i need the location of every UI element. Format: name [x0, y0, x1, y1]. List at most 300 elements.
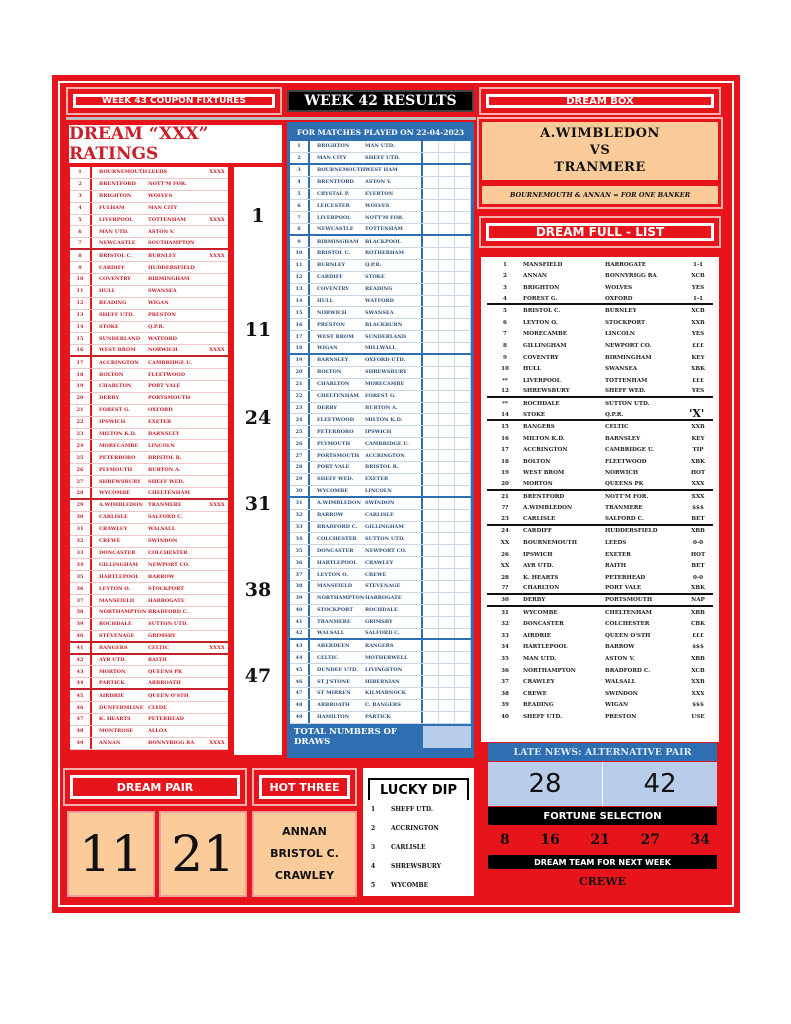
away-team: STEVENAGE	[365, 583, 401, 590]
table-row	[290, 426, 471, 438]
list-item	[487, 479, 713, 491]
list-item	[487, 433, 713, 445]
home-team: FOREST G.	[99, 407, 130, 414]
table-row	[290, 367, 471, 379]
ratings-title: DREAM “XXX” RATINGS	[68, 124, 283, 164]
prediction-tag: USE	[691, 713, 705, 720]
rating-mark: XXXX	[209, 169, 225, 176]
result-cell	[423, 640, 439, 651]
prediction-tag: CBK	[690, 621, 706, 628]
list-item	[487, 271, 713, 283]
fixture-number: 21	[70, 405, 92, 416]
list-number: 37	[501, 679, 509, 686]
home-team: ROCHDALE	[523, 400, 560, 407]
away-team: WEST HAM	[365, 167, 398, 174]
prediction-tag: XXB	[691, 424, 705, 431]
home-team: FOREST G.	[523, 295, 558, 302]
prediction-tag: XXB	[691, 319, 705, 326]
result-cell	[455, 212, 471, 223]
result-cell	[455, 486, 471, 496]
result-cells	[421, 652, 471, 663]
result-cell	[423, 712, 439, 723]
fixture-number: 15	[290, 307, 310, 318]
coupon-fixtures-header	[66, 87, 282, 115]
home-team: BRENTFORD	[523, 493, 565, 500]
fixture-number: 1	[70, 167, 92, 178]
home-team: CHELTENHAM	[317, 393, 359, 400]
table-row	[70, 440, 228, 452]
home-team: AYR UTD.	[523, 563, 554, 570]
away-team: NORWICH	[605, 470, 639, 477]
prediction-tag: BET	[691, 515, 705, 522]
result-cell	[439, 319, 455, 330]
away-team: FOREST G.	[365, 393, 396, 400]
table-row	[290, 652, 471, 664]
list-number: 33	[501, 632, 509, 639]
fixture-number: 25	[290, 426, 310, 437]
result-cell	[439, 260, 455, 271]
result-cells	[421, 153, 471, 163]
fixture-number: 46	[290, 676, 310, 687]
table-row	[70, 215, 228, 227]
fixture-number: 22	[70, 417, 92, 428]
list-number: 1	[503, 261, 507, 268]
result-cell	[455, 307, 471, 318]
prediction-tag: XBK	[691, 366, 705, 373]
list-item	[487, 352, 713, 364]
list-item	[487, 491, 713, 503]
ratings-highlight-column	[232, 165, 284, 757]
home-team: NORTHAMPTON	[317, 595, 365, 602]
away-team: HARROGATE	[148, 597, 185, 604]
fixture-number: 37	[290, 569, 310, 580]
prediction-tag: XXX	[691, 690, 705, 697]
table-row	[290, 153, 471, 165]
result-cell	[455, 474, 471, 485]
away-team: QUEENS PK	[148, 668, 183, 675]
away-team: QUEEN O'STH	[605, 632, 651, 639]
home-team: SHEFF WED.	[317, 476, 354, 483]
away-team: MOTHERWELL	[365, 654, 408, 661]
result-cell	[439, 605, 455, 616]
home-team: ROCHDALE	[99, 621, 132, 628]
dream-pair-second-box	[159, 811, 247, 897]
away-team: PETERHEAD	[148, 716, 185, 723]
away-team: NOTT'M FOR.	[148, 181, 187, 188]
list-item	[487, 560, 713, 572]
fixture-number: 36	[290, 557, 310, 568]
table-row	[70, 571, 228, 583]
away-team: READING	[365, 286, 393, 293]
away-team: QUEENS PK	[605, 481, 644, 488]
fixture-number: 48	[290, 700, 310, 711]
lucky-dip-list	[363, 800, 474, 895]
home-team: STOKE	[523, 411, 546, 418]
fixture-number: 14	[70, 322, 92, 333]
home-team: CARLISLE	[523, 515, 556, 522]
home-team: WYCOMBE	[99, 489, 131, 496]
alternative-pair	[488, 762, 717, 806]
list-number: **	[502, 400, 508, 407]
list-number: 14	[501, 411, 509, 418]
away-team: MORECAMBE	[365, 381, 405, 388]
fortune-selection-title: FORTUNE SELECTION	[488, 807, 717, 825]
fixture-number: 34	[290, 533, 310, 544]
result-cell	[423, 319, 439, 330]
table-row	[70, 191, 228, 203]
lucky-number: 3	[371, 844, 376, 851]
table-row	[70, 286, 228, 298]
fixture-number: 32	[70, 536, 92, 547]
fixture-number: 17	[290, 331, 310, 342]
home-team: SHREWSBURY	[99, 478, 141, 485]
result-cells	[421, 640, 471, 651]
home-team: ABERDEEN	[317, 642, 350, 649]
prediction-tag: HOT	[690, 470, 706, 477]
fixture-number: 9	[290, 236, 310, 247]
result-cell	[439, 296, 455, 307]
home-team: WEST BROM	[99, 347, 136, 354]
table-row	[70, 345, 228, 357]
result-cells	[421, 664, 471, 675]
table-row	[70, 476, 228, 488]
list-number: 35	[501, 655, 509, 662]
prediction-tag: XCB	[691, 308, 705, 315]
fixture-number: 25	[70, 452, 92, 463]
result-cell	[439, 676, 455, 687]
result-cell	[439, 331, 455, 342]
away-team: COLCHESTER	[148, 549, 188, 556]
list-number: 26	[501, 551, 509, 558]
result-cell	[423, 165, 439, 176]
highlight-number: 24	[244, 407, 272, 429]
away-team: SHEFF WED.	[605, 388, 646, 395]
table-row	[70, 357, 228, 369]
result-cells	[421, 236, 471, 247]
away-team: ROTHERHAM	[365, 250, 405, 257]
hot-three-item: ANNAN	[282, 825, 327, 838]
away-team: CAMBRIDGE U.	[148, 359, 192, 366]
away-team: ARBROATH	[148, 680, 181, 687]
home-team: COVENTRY	[99, 276, 131, 283]
away-team: GRIMSBY	[148, 632, 176, 639]
away-team: BRISTOL R.	[148, 454, 182, 461]
home-team: HULL	[99, 288, 116, 295]
prediction-tag: £££	[692, 632, 704, 639]
home-team: HARTLEPOOL	[99, 573, 139, 580]
away-team: SUTTON UTD.	[365, 535, 405, 542]
list-number: 9	[503, 354, 507, 361]
table-row	[290, 617, 471, 629]
fixture-number: 28	[290, 462, 310, 473]
away-team: NEWPORT CO.	[365, 547, 407, 554]
result-cell	[439, 593, 455, 604]
hot-three-header-box	[252, 768, 357, 806]
away-team: HUDDERSFIELD	[605, 528, 658, 535]
away-team: PRESTON	[148, 312, 176, 319]
result-cell	[455, 272, 471, 283]
away-team: PARTICK	[365, 714, 391, 721]
away-team: PORT VALE	[148, 383, 181, 390]
fixture-number: 35	[70, 571, 92, 582]
table-row	[290, 593, 471, 605]
home-team: AIRDRIE	[523, 632, 551, 639]
result-cells	[421, 522, 471, 533]
table-row	[70, 167, 228, 179]
away-team: NORWICH	[148, 347, 178, 354]
full-list-title: DREAM FULL - LIST	[486, 223, 714, 241]
result-cell	[455, 640, 471, 651]
result-cell	[439, 355, 455, 366]
result-cells	[421, 557, 471, 568]
away-team: COLCHESTER	[605, 621, 650, 628]
list-item	[487, 468, 713, 480]
prediction-tag: 1-1	[692, 261, 704, 268]
home-team: NEWCASTLE	[99, 240, 136, 247]
list-number: ??	[501, 505, 509, 512]
away-team: LEEDS	[605, 540, 627, 547]
fixture-number: 12	[290, 272, 310, 283]
prediction-tag: XBB	[691, 528, 705, 535]
table-row	[290, 414, 471, 426]
home-team: AIRDRIE	[99, 692, 125, 699]
result-cells	[421, 438, 471, 449]
home-team: LEYTON O.	[523, 319, 558, 326]
fixture-number: 11	[70, 286, 92, 297]
fixture-number: 35	[290, 545, 310, 556]
home-team: HULL	[523, 366, 542, 373]
home-team: WYCOMBE	[317, 487, 349, 494]
away-team: BONNYRIGG RA	[605, 273, 657, 280]
result-cell	[423, 605, 439, 616]
fixture-number: 8	[70, 250, 92, 261]
home-team: DONCASTER	[99, 549, 136, 556]
table-row	[290, 688, 471, 700]
away-team: MILTON K.D.	[365, 416, 403, 423]
highlight-number: 11	[244, 319, 272, 341]
result-cell	[423, 438, 439, 449]
prediction-tag: XCB	[691, 667, 705, 674]
result-cell	[423, 450, 439, 461]
result-cell	[455, 450, 471, 461]
away-team: CHELTENHAM	[148, 489, 190, 496]
home-team: READING	[99, 300, 127, 307]
away-team: BURTON A.	[365, 405, 398, 412]
home-team: CARDIFF	[99, 264, 125, 271]
home-team: MONTROSE	[99, 728, 134, 735]
fixture-number: 13	[290, 284, 310, 295]
full-list-table	[481, 257, 719, 742]
away-team: BARROW	[605, 644, 635, 651]
fixture-number: 19	[70, 381, 92, 392]
away-team: BIRMINGHAM	[605, 354, 652, 361]
fixture-number: 33	[70, 548, 92, 559]
list-item	[487, 549, 713, 561]
result-cells	[421, 593, 471, 604]
result-cells	[421, 189, 471, 200]
prediction-tag: 0-0	[692, 540, 704, 547]
fixture-number: 26	[290, 438, 310, 449]
result-cell	[423, 522, 439, 533]
home-team: AYR UTD.	[99, 656, 127, 663]
home-team: COVENTRY	[523, 354, 559, 361]
total-draws-cell	[423, 726, 471, 748]
table-row	[70, 381, 228, 393]
home-team: MAN UTD.	[99, 228, 129, 235]
away-team: BIRMINGHAM	[148, 276, 190, 283]
fixture-number: 39	[70, 619, 92, 630]
fixture-number: 30	[70, 512, 92, 523]
result-cell	[423, 474, 439, 485]
home-team: WEST BROM	[317, 333, 354, 340]
away-team: STOKE	[365, 274, 385, 281]
result-cell	[423, 486, 439, 496]
away-team: EXETER	[365, 476, 389, 483]
fixture-number: 12	[70, 298, 92, 309]
result-cell	[423, 462, 439, 473]
away-team: MAN UTD.	[365, 143, 395, 150]
away-team: ACCRINGTON	[365, 452, 405, 459]
result-cell	[439, 200, 455, 211]
fixture-number: 38	[290, 581, 310, 592]
home-team: RANGERS	[523, 424, 555, 431]
away-team: STOCKPORT	[148, 585, 184, 592]
home-team: CARDIFF	[317, 274, 343, 281]
fortune-number: 16	[540, 832, 560, 848]
fixture-number: 49	[70, 738, 92, 749]
home-team: LEYTON O.	[99, 585, 131, 592]
result-cell	[423, 153, 439, 163]
result-cell	[455, 700, 471, 711]
list-item	[363, 857, 474, 876]
list-number: 32	[501, 621, 509, 628]
rating-mark: XXXX	[209, 217, 225, 223]
result-cell	[439, 284, 455, 295]
result-cell	[439, 581, 455, 592]
list-number: 40	[501, 713, 509, 720]
result-cell	[423, 343, 439, 353]
result-cells	[421, 712, 471, 723]
result-cell	[455, 498, 471, 509]
table-row	[290, 498, 471, 510]
away-team: OXFORD	[148, 407, 173, 414]
home-team: A.WIMBLEDON	[99, 502, 143, 509]
home-team: CELTIC	[317, 654, 338, 661]
table-row	[290, 462, 471, 474]
home-team: BARROW	[317, 512, 344, 519]
result-cell	[423, 224, 439, 234]
away-team: WATFORD	[365, 298, 395, 305]
result-cell	[439, 236, 455, 247]
fixture-number: 5	[290, 189, 310, 200]
table-row	[70, 690, 228, 702]
home-team: COVENTRY	[317, 286, 349, 293]
prediction-tag: TIP	[692, 447, 704, 454]
away-team: SWINDON	[605, 690, 638, 697]
away-team: WATFORD	[148, 335, 178, 342]
result-cell	[439, 426, 455, 437]
fixture-number: 23	[290, 403, 310, 414]
list-item	[487, 294, 713, 306]
fixture-number: 29	[290, 474, 310, 485]
away-team: BONNYRIGG RA	[148, 740, 195, 747]
result-cell	[423, 260, 439, 271]
table-row	[70, 405, 228, 417]
fixture-number: 38	[70, 607, 92, 618]
result-cell	[423, 212, 439, 223]
result-cell	[423, 307, 439, 318]
result-cells	[421, 177, 471, 188]
table-row	[70, 738, 228, 750]
result-cell	[455, 236, 471, 247]
result-cell	[423, 272, 439, 283]
list-item	[487, 607, 713, 619]
away-team: NEWPORT CO.	[148, 561, 190, 568]
fixture-number: 22	[290, 391, 310, 402]
table-row	[70, 643, 228, 655]
draw-x-mark: 'X'	[689, 407, 705, 420]
away-team: SWINDON	[365, 500, 395, 507]
table-row	[290, 260, 471, 272]
table-row	[290, 629, 471, 641]
result-cell	[423, 189, 439, 200]
table-row	[70, 429, 228, 441]
away-team: Q.P.R.	[365, 262, 382, 269]
header-divider	[66, 117, 476, 120]
fixture-number: 5	[70, 215, 92, 226]
prediction-tag: £££	[692, 377, 704, 384]
result-cell	[455, 652, 471, 663]
result-cell	[423, 296, 439, 307]
prediction-tag: YES	[691, 388, 705, 395]
away-team: OXFORD	[605, 295, 633, 302]
result-cell	[439, 248, 455, 259]
result-cell	[423, 498, 439, 509]
highlight-number: 47	[244, 665, 272, 687]
prediction-tag: XXX	[691, 481, 705, 488]
home-team: BRISTOL C.	[523, 308, 561, 315]
away-team: WIGAN	[605, 702, 629, 709]
result-cell	[455, 605, 471, 616]
home-team: CRAWLEY	[99, 526, 128, 533]
result-cell	[455, 581, 471, 592]
result-cell	[423, 533, 439, 544]
lucky-dip-title: LUCKY DIP	[368, 778, 469, 800]
table-row	[290, 605, 471, 617]
home-team: GILLINGHAM	[523, 342, 567, 349]
table-row	[290, 486, 471, 498]
list-number: 6	[503, 319, 507, 326]
home-team: BRISTOL C.	[317, 250, 351, 257]
prediction-tag: KEY	[691, 435, 705, 442]
away-team: CAMBRIDGE U.	[365, 440, 409, 447]
table-row	[70, 203, 228, 215]
result-cell	[439, 450, 455, 461]
result-cell	[439, 272, 455, 283]
list-item	[487, 711, 713, 723]
result-cell	[439, 712, 455, 723]
home-team: PORTSMOUTH	[317, 452, 360, 459]
home-team: BRISTOL C.	[99, 252, 133, 259]
result-cell	[455, 664, 471, 675]
lucky-number: 4	[371, 863, 376, 870]
result-cell	[455, 367, 471, 378]
list-number: 39	[501, 702, 509, 709]
list-item	[487, 340, 713, 352]
away-team: GILLINGHAM	[365, 523, 404, 530]
list-number: 3	[503, 284, 507, 291]
home-team: READING	[523, 702, 554, 709]
